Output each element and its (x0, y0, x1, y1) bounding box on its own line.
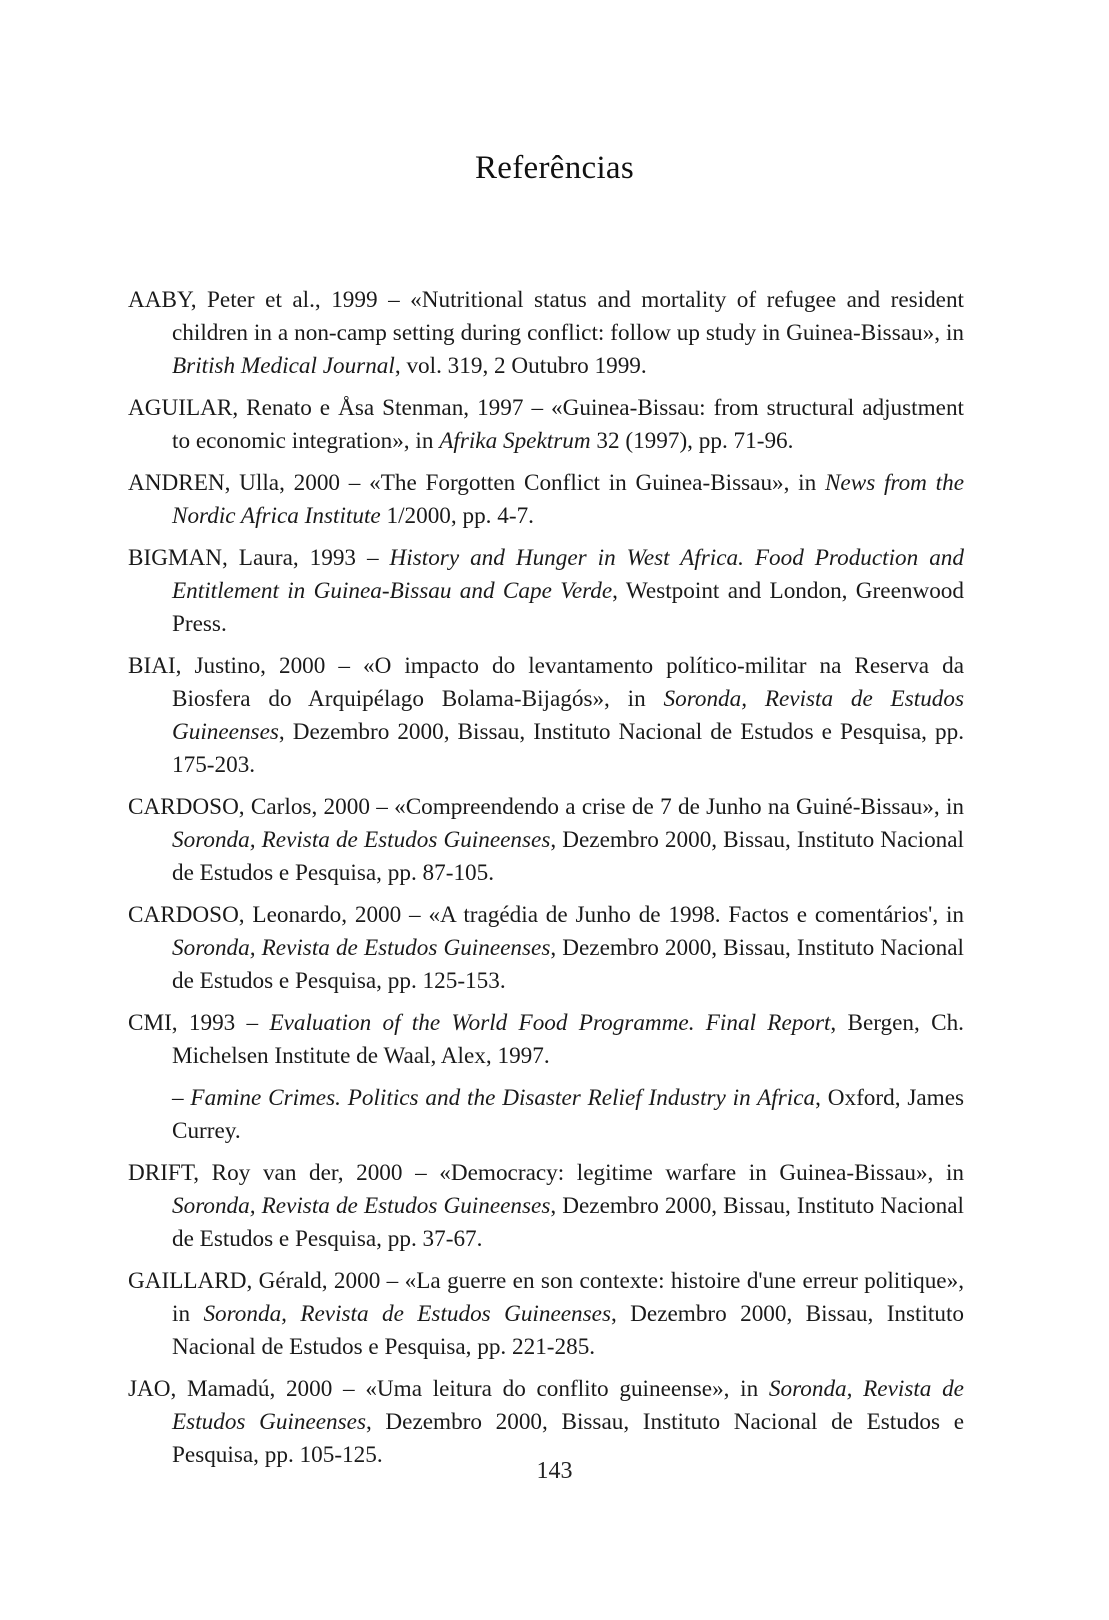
reference-text: , Dezembro 2000, Bissau, Instituto Nacional de Estudos e Pesquisa, pp. 87-105. (172, 827, 964, 886)
reference-title: News from the Nordic Africa Institute (172, 470, 964, 529)
reference-text: 1/2000, pp. 4-7. (380, 503, 534, 529)
reference-entry-bigman (128, 542, 964, 641)
reference-text: DRIFT, Roy van der, 2000 – «Democracy: legitime warfare in Guinea-Bissau», in (128, 1160, 964, 1186)
reference-text: , Bergen, Ch. Michelsen Institute de Waal, Alex, 1997. (172, 1010, 964, 1069)
reference-entry-cardoso-carlos (128, 791, 964, 890)
reference-text: , Dezembro 2000, Bissau, Instituto Nacional de Estudos e Pesquisa, pp. 37-67. (172, 1193, 964, 1252)
reference-text: BIGMAN, Laura, 1993 – (128, 545, 390, 571)
reference-text: , Dezembro 2000, Bissau, Instituto Nacional de Estudos e Pesquisa, pp. 125-153. (172, 935, 964, 994)
reference-text: CARDOSO, Carlos, 2000 – «Compreendendo a crise de 7 de Junho na Guiné-Bissau», in (128, 794, 964, 820)
reference-text: , Dezembro 2000, Bissau, Instituto Nacional de Estudos e Pesquisa, pp. 105-125. (172, 1409, 964, 1468)
reference-text: , Westpoint and London, Greenwood Press. (172, 578, 964, 637)
reference-text: GAILLARD, Gérald, 2000 – «La guerre en son contexte: histoire d'une erreur politique», in (128, 1268, 964, 1327)
reference-title: British Medical Journal (172, 353, 395, 379)
reference-title: Afrika Spektrum (439, 428, 591, 454)
reference-text: AGUILAR, Renato e Åsa Stenman, 1997 – «Guinea-Bissau: from structural adjustment to economic integration», in (128, 395, 964, 454)
reference-text: BIAI, Justino, 2000 – «O impacto do levantamento político-militar na Reserva da Biosfera do Arquipélago Bolama-Bijagós», in (128, 653, 964, 712)
reference-title: Soronda, Revista de Estudos Guineenses (172, 1193, 551, 1219)
reference-text: , Oxford, James Currey. (172, 1085, 965, 1144)
reference-title: Soronda, Revista de Estudos Guineenses (172, 686, 964, 745)
reference-entry-aaby (128, 284, 964, 383)
reference-title: Soronda, Revista de Estudos Guineenses (172, 1376, 964, 1435)
reference-title: Soronda, Revista de Estudos Guineenses (172, 827, 551, 853)
reference-entry-famine-crimes (128, 1082, 964, 1148)
reference-text: , Dezembro 2000, Bissau, Instituto Nacional de Estudos e Pesquisa, pp. 221-285. (172, 1301, 965, 1360)
reference-entry-biai (128, 650, 964, 782)
reference-title: Soronda, Revista de Estudos Guineenses (172, 935, 551, 961)
reference-list (128, 284, 964, 1481)
reference-text: , vol. 319, 2 Outubro 1999. (394, 353, 647, 379)
reference-entry-aguilar (128, 392, 964, 458)
reference-title: History and Hunger in West Africa. Food Production and Entitlement in Guinea-Bissau and Cape Verde (172, 545, 964, 604)
reference-text: CARDOSO, Leonardo, 2000 – «A tragédia de Junho de 1998. Factos e comentários', in (128, 902, 964, 928)
reference-entry-andren (128, 467, 964, 533)
reference-text: JAO, Mamadú, 2000 – «Uma leitura do conflito guineense», in (128, 1376, 769, 1402)
reference-text: ANDREN, Ulla, 2000 – «The Forgotten Conflict in Guinea-Bissau», in (128, 470, 825, 496)
reference-title: Soronda, Revista de Estudos Guineenses (203, 1301, 611, 1327)
reference-title: Evaluation of the World Food Programme. Final Report (269, 1010, 831, 1036)
reference-entry-cmi (128, 1007, 964, 1073)
page-number: 143 (536, 1458, 573, 1484)
reference-text: AABY, Peter et al., 1999 – «Nutritional status and mortality of refugee and resident children in a non-camp setting during conflict: follow up study in Guinea-Bissau», in (128, 287, 964, 346)
reference-entry-cardoso-leonardo (128, 899, 964, 998)
page-title: Referências (474, 150, 635, 187)
reference-text: 32 (1997), pp. 71-96. (590, 428, 794, 454)
reference-text: CMI, 1993 – (128, 1010, 270, 1036)
reference-entry-gaillard (128, 1265, 964, 1364)
reference-title: – Famine Crimes. Politics and the Disaster Relief Industry in Africa (172, 1085, 816, 1111)
reference-text: , Dezembro 2000, Bissau, Instituto Nacional de Estudos e Pesquisa, pp. 175-203. (172, 719, 964, 778)
reference-entry-drift (128, 1157, 964, 1256)
